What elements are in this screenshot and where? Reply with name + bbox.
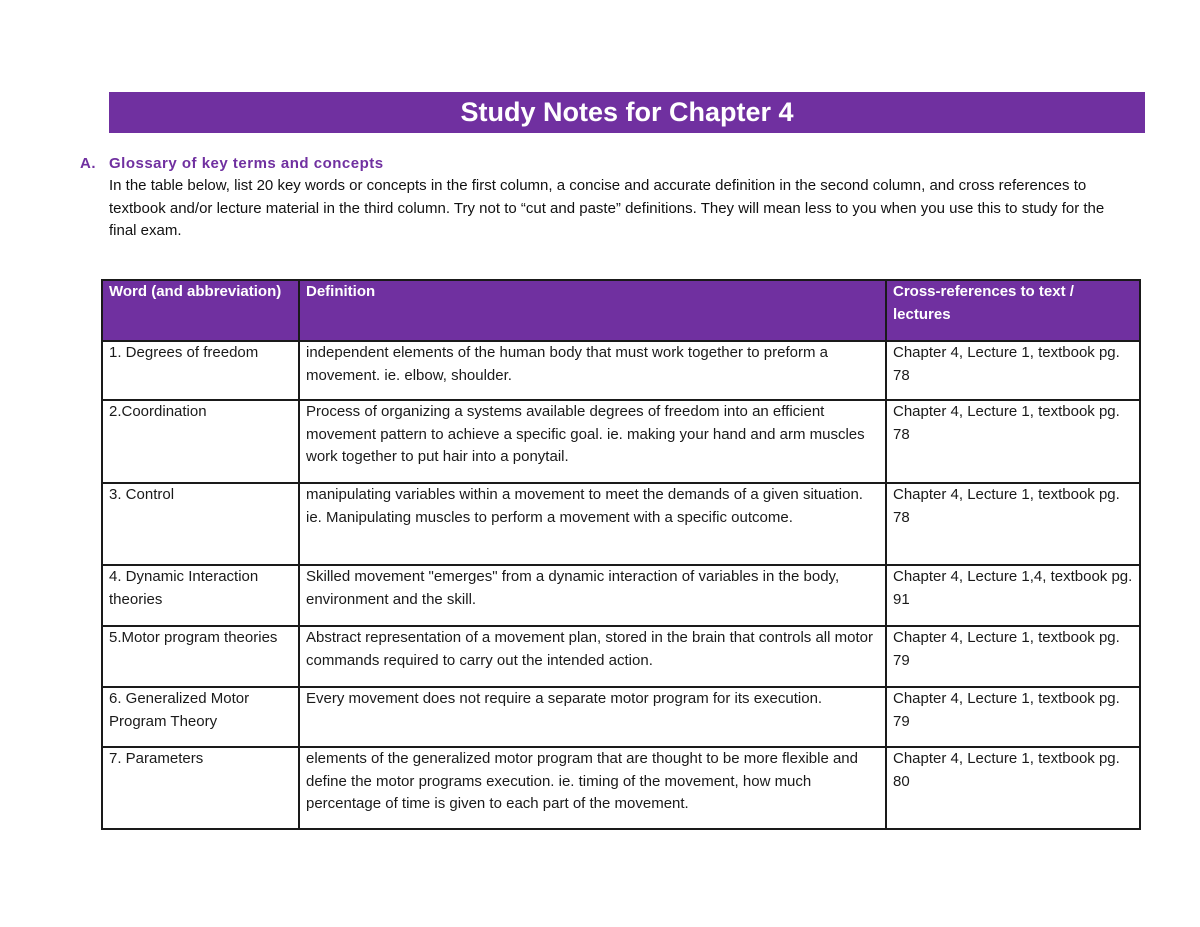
cell-reference: Chapter 4, Lecture 1, textbook pg. 78 bbox=[886, 341, 1140, 400]
cell-reference: Chapter 4, Lecture 1,4, textbook pg. 91 bbox=[886, 565, 1140, 626]
table-row bbox=[102, 687, 1140, 747]
table-header-row bbox=[102, 280, 1140, 341]
cell-word: 4. Dynamic Interaction theories bbox=[102, 565, 299, 626]
section-marker: A. bbox=[80, 155, 96, 172]
section-heading bbox=[80, 153, 1140, 175]
glossary-section bbox=[80, 153, 1140, 243]
table-row bbox=[102, 747, 1140, 829]
cell-reference: Chapter 4, Lecture 1, textbook pg. 79 bbox=[886, 687, 1140, 747]
cell-reference: Chapter 4, Lecture 1, textbook pg. 78 bbox=[886, 483, 1140, 565]
cell-definition: Abstract representation of a movement plan, stored in the brain that controls all motor commands required to carry out the intended action. bbox=[299, 626, 886, 687]
header-reference: Cross-references to text / lectures bbox=[886, 280, 1140, 341]
header-word: Word (and abbreviation) bbox=[102, 280, 299, 341]
cell-word: 5.Motor program theories bbox=[102, 626, 299, 687]
cell-word: 7. Parameters bbox=[102, 747, 299, 829]
page-title-text: Study Notes for Chapter 4 bbox=[460, 97, 794, 127]
table-row bbox=[102, 400, 1140, 483]
cell-reference: Chapter 4, Lecture 1, textbook pg. 78 bbox=[886, 400, 1140, 483]
table-row bbox=[102, 341, 1140, 400]
cell-word: 1. Degrees of freedom bbox=[102, 341, 299, 400]
section-instructions: In the table below, list 20 key words or concepts in the first column, a concise and accurate definition in the second column, and cross references to textbook and/or lecture material in the third column. Try not to “cut and paste” definitions. They will mean less to you when you use this to study for the final exam. bbox=[109, 177, 1105, 239]
cell-definition: independent elements of the human body that must work together to preform a movement. ie. elbow, shoulder. bbox=[299, 341, 886, 400]
table-row bbox=[102, 565, 1140, 626]
cell-reference: Chapter 4, Lecture 1, textbook pg. 80 bbox=[886, 747, 1140, 829]
table-row bbox=[102, 626, 1140, 687]
cell-reference: Chapter 4, Lecture 1, textbook pg. 79 bbox=[886, 626, 1140, 687]
cell-word: 2.Coordination bbox=[102, 400, 299, 483]
cell-word: 3. Control bbox=[102, 483, 299, 565]
cell-definition: elements of the generalized motor program that are thought to be more flexible and define the motor programs execution. ie. timing of the movement, how much percentage of time is given to each part of the movement. bbox=[299, 747, 886, 829]
table-row bbox=[102, 483, 1140, 565]
header-definition: Definition bbox=[299, 280, 886, 341]
cell-definition: Skilled movement "emerges" from a dynamic interaction of variables in the body, environment and the skill. bbox=[299, 565, 886, 626]
section-heading-text: Glossary of key terms and concepts bbox=[109, 155, 384, 172]
page-title bbox=[109, 92, 1145, 133]
cell-word: 6. Generalized Motor Program Theory bbox=[102, 687, 299, 747]
glossary-table bbox=[101, 279, 1141, 830]
cell-definition: Every movement does not require a separate motor program for its execution. bbox=[299, 687, 886, 747]
cell-definition: Process of organizing a systems available degrees of freedom into an efficient movement pattern to achieve a specific goal. ie. making your hand and arm muscles work together to put hair into a ponytail. bbox=[299, 400, 886, 483]
cell-definition: manipulating variables within a movement to meet the demands of a given situation. ie. Manipulating muscles to perform a movement with a specific outcome. bbox=[299, 483, 886, 565]
